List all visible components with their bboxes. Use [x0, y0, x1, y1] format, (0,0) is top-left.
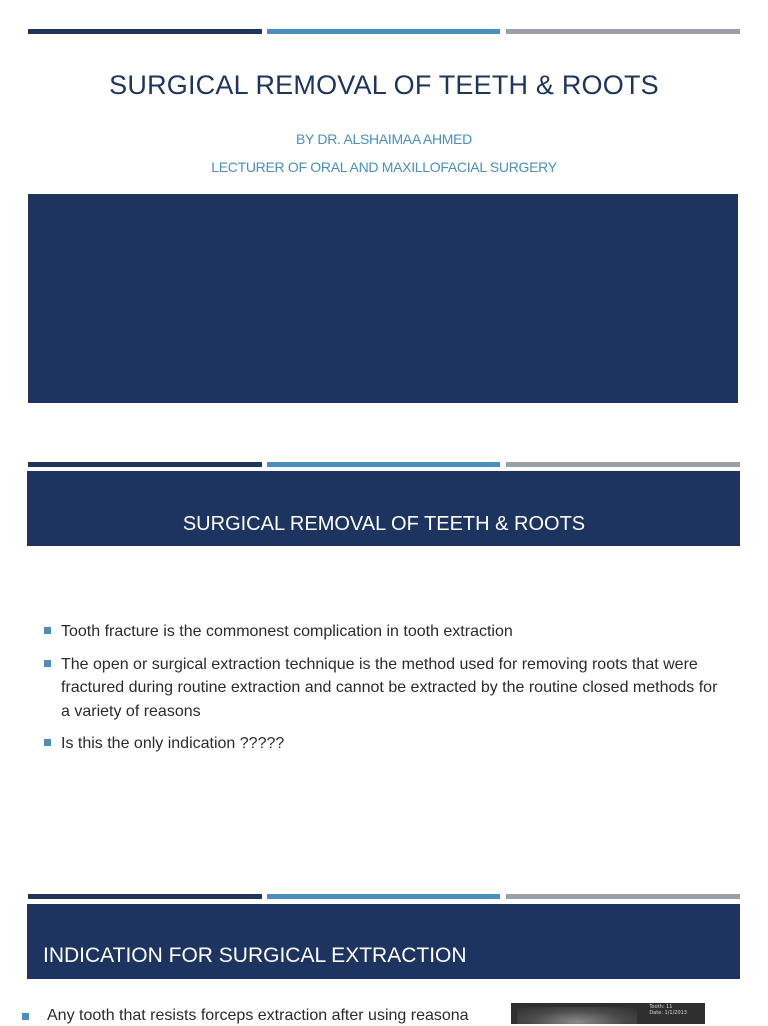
slide2-bullet-list: [40, 620, 720, 765]
slide3-bullet-item: [18, 1004, 547, 1026]
slide1-navy-banner: [28, 194, 738, 403]
stripe-dark-segment: [28, 29, 262, 34]
slide2-top-stripes: [28, 462, 740, 467]
bullet-text: The open or surgical extraction technique is the method used for removing roots that were fractured during routine extraction and cannot be extracted by the routine closed methods for a variety of reasons: [61, 655, 718, 720]
square-bullet-icon: [44, 739, 51, 746]
xray-tooth-shadow: [517, 1007, 637, 1024]
list-item: [40, 620, 720, 644]
square-bullet-icon: [44, 660, 51, 667]
list-item: [40, 732, 720, 756]
bullet-text: Any tooth that resists forceps extraction after using reasona: [47, 1007, 469, 1024]
bullet-text: Is this the only indication ?????: [61, 735, 285, 752]
stripe-grey-segment: [506, 29, 740, 34]
slide1-author-position: LECTURER OF ORAL AND MAXILLOFACIAL SURGERY: [211, 159, 557, 175]
list-item: [40, 653, 720, 724]
bullet-text: Tooth fracture is the commonest complication in tooth extraction: [61, 623, 513, 640]
stripe-blue-segment: [267, 462, 500, 467]
stripe-blue-segment: [267, 29, 500, 34]
slide2-title: SURGICAL REMOVAL OF TEETH & ROOTS: [182, 513, 586, 535]
stripe-dark-segment: [28, 894, 262, 899]
xray-label-tooth: Tooth: 11: [649, 1004, 673, 1010]
slide1-top-stripes: [28, 29, 740, 34]
dental-xray-image: [511, 1003, 705, 1024]
square-bullet-icon: [44, 627, 51, 634]
stripe-blue-segment: [267, 894, 500, 899]
xray-caption: [649, 1004, 687, 1016]
square-bullet-icon: [22, 1013, 29, 1020]
slide1-title: SURGICAL REMOVAL OF TEETH & ROOTS: [109, 70, 659, 100]
slide1-author: BY DR. ALSHAIMAA AHMED: [296, 131, 472, 147]
slide3-title: INDICATION FOR SURGICAL EXTRACTION: [43, 944, 467, 967]
stripe-grey-segment: [506, 894, 740, 899]
stripe-dark-segment: [28, 462, 262, 467]
slide3-top-stripes: [28, 894, 740, 899]
xray-label-date: Date: 1/1/2013: [649, 1010, 687, 1016]
stripe-grey-segment: [506, 462, 740, 467]
